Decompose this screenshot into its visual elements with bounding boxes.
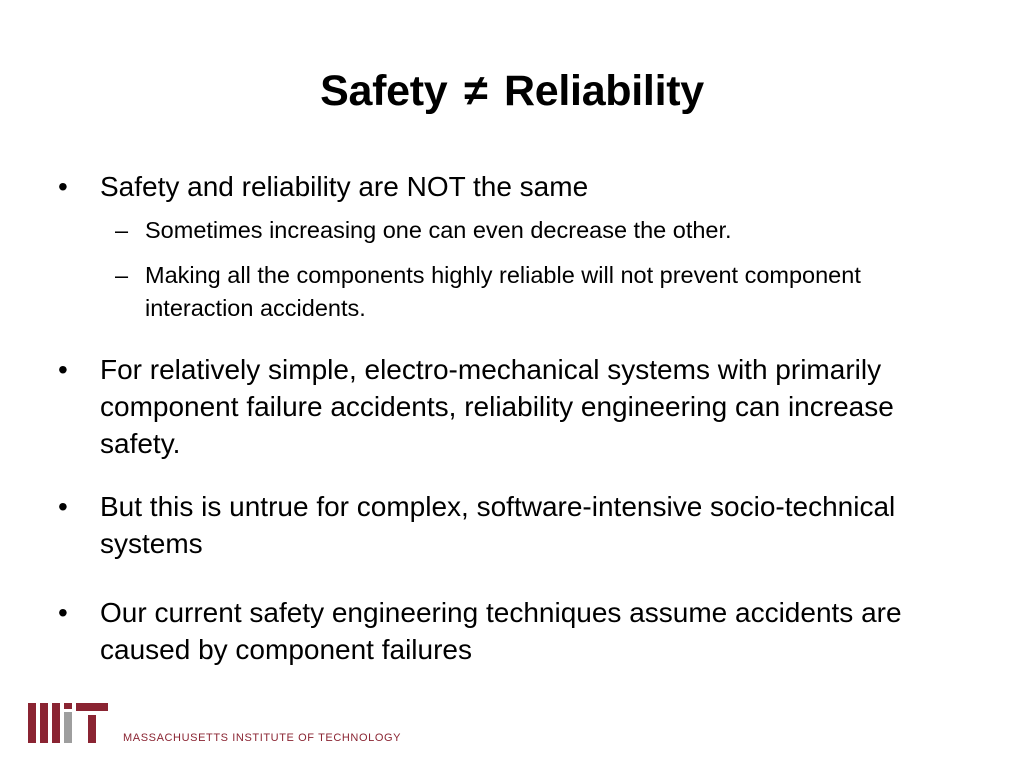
slide-title (0, 64, 1024, 118)
sub-bullet-marker: – (115, 262, 129, 288)
bullet-text: Our current safety engineering techniques assume accidents are caused by component failures (100, 597, 902, 665)
sub-bullet-item (103, 259, 958, 325)
bullet-marker: • (58, 491, 68, 522)
title-right: Reliability (504, 67, 704, 115)
sub-bullet-text: Sometimes increasing one can even decrease the other. (145, 217, 732, 243)
bullet-text: But this is untrue for complex, software-intensive socio-technical systems (100, 491, 896, 559)
bullet-marker: • (58, 171, 68, 202)
bullet-item (58, 488, 958, 562)
institute-name: MASSACHUSETTS INSTITUTE OF TECHNOLOGY (123, 732, 402, 744)
mit-logo-icon (28, 703, 108, 743)
not-equal-symbol: ≠ (464, 67, 488, 115)
title-left: Safety (320, 67, 448, 115)
bullet-marker: • (58, 354, 68, 385)
bullet-text: For relatively simple, electro-mechanical systems with primarily component failure accidents, reliability engineering can increase safety. (100, 354, 894, 459)
sub-bullet-marker: – (115, 217, 129, 243)
bullet-item (58, 594, 958, 668)
sub-bullet-text: Making all the components highly reliable will not prevent component interaction accidents. (145, 262, 861, 321)
bullet-text: Safety and reliability are NOT the same (100, 171, 589, 202)
bullet-list (58, 168, 958, 668)
bullet-marker: • (58, 597, 68, 628)
bullet-item (58, 351, 958, 462)
bullet-item (58, 168, 958, 205)
sub-bullet-list (58, 214, 958, 325)
sub-bullet-item (103, 214, 958, 247)
